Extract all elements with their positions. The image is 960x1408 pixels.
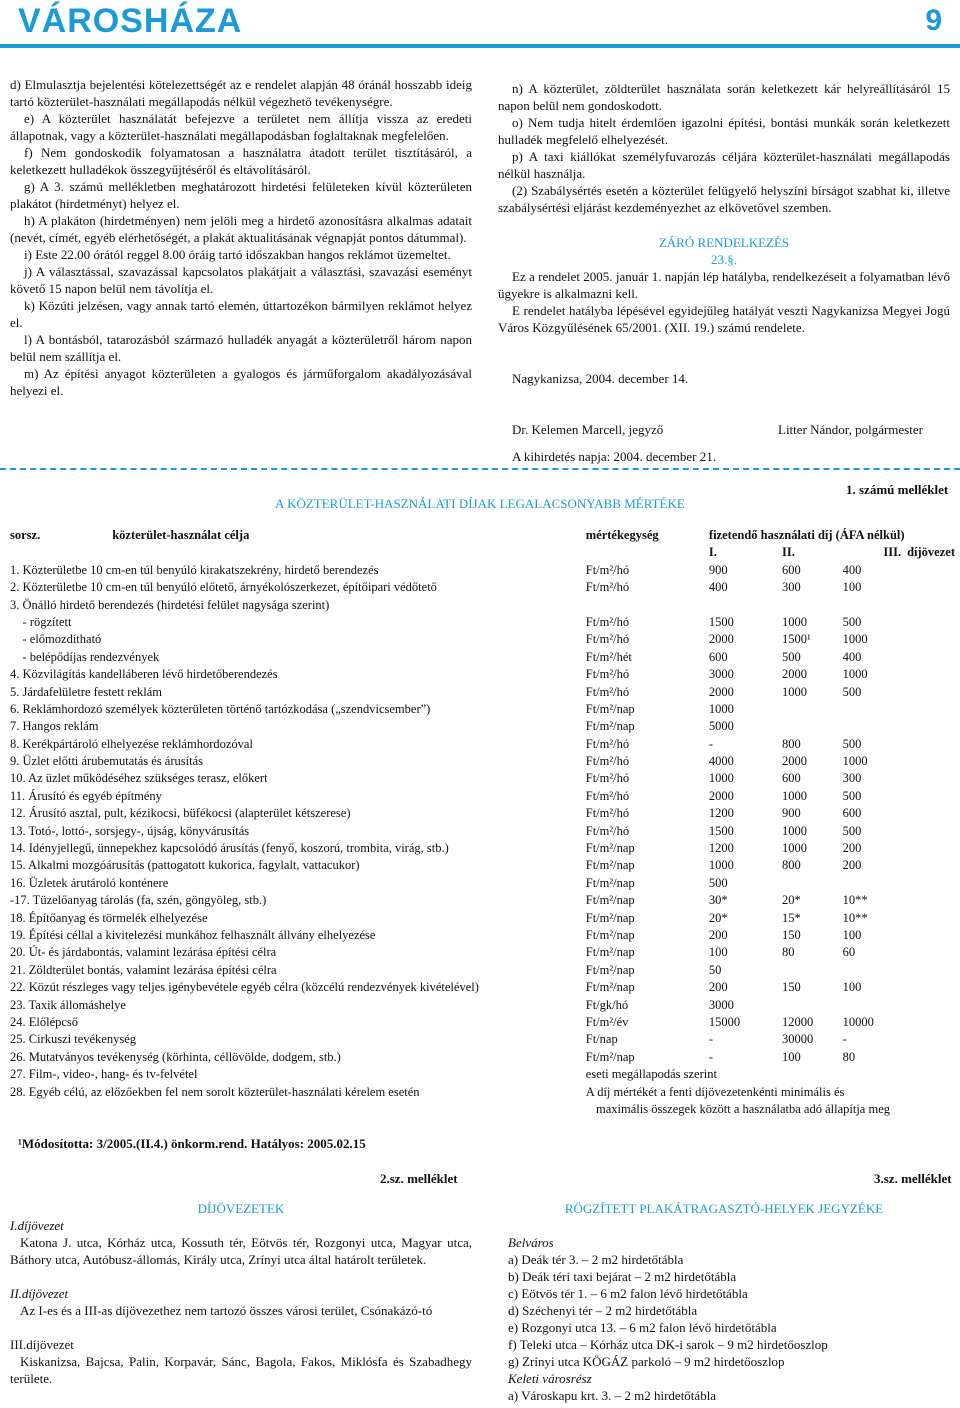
- paragraph: i) Este 22.00 órától reggel 8.00 óráig tartó időszakban hangos reklámot üzemeltet.: [24, 247, 451, 262]
- paragraph: (2) Szabálysértés esetén a közterület felügyelő helyszíni bírságot szabhat ki, illetve szabálysértési eljárást kezdeményezhet az elkövetővel szemben.: [498, 183, 950, 215]
- annex2-label: 2.sz. melléklet: [380, 1171, 458, 1186]
- zone2-cell: 1000: [781, 614, 807, 629]
- paragraph: d) Elmulasztja bejelentési kötelezettségét az e rendelet alapján 48 óránál hosszabb ideig tartó közterület-használati megállapodás nélkül végezhető tevékenységre.: [10, 77, 472, 109]
- zone-label: díjövezet: [907, 545, 955, 560]
- unit-cell: A díj mértékét a fenti díjövezetenkénti minimális és: [585, 1084, 845, 1099]
- zone1-cell: 50: [708, 962, 722, 977]
- zone2-cell: 800: [781, 858, 801, 873]
- unit-cell: Ft/m²/hó: [585, 684, 630, 699]
- zone1-cell: 1000: [708, 858, 734, 873]
- purpose-cell: 14. Idényjellegű, ünnepekhez kapcsolódó árusítás (fenyő, koszorú, trombita, virág, stb.): [10, 841, 449, 856]
- unit-cell: Ft/m²/nap: [585, 858, 635, 873]
- zone1-title: I.díjövezet: [10, 1218, 64, 1233]
- zone1-cell: -: [708, 736, 714, 751]
- purpose-cell: 25. Cirkuszi tevékenység: [10, 1032, 137, 1047]
- table-row: [10, 911, 955, 928]
- zone2-cell: [782, 998, 843, 1015]
- signatures: [498, 421, 950, 438]
- zone3-cell: 1000: [842, 667, 868, 682]
- table-row: [10, 598, 955, 615]
- zone1-cell: 1000: [708, 701, 734, 716]
- list-item: a) Deák tér 3. – 2 m2 hirdetőtábla: [508, 1252, 684, 1267]
- zone2-cell: 15*: [781, 910, 801, 925]
- table-row: [10, 928, 955, 945]
- list-item: e) Rozgonyi utca 13. – 6 m2 falon lévő hirdetőtábla: [508, 1320, 777, 1335]
- annex3-group2: Keleti városrész: [508, 1371, 592, 1386]
- unit-cell: Ft/m²/nap: [585, 875, 635, 890]
- unit-cell: eseti megállapodás szerint: [585, 1067, 717, 1082]
- annex2-title: DÍJÖVEZETEK: [197, 1201, 285, 1216]
- purpose-cell: 2. Közterületbe 10 cm-en túl benyúló előtető, árnyékolószerkezet, építőipari védőtető: [10, 580, 437, 595]
- zone1-cell: 100: [708, 945, 728, 960]
- list-item: f) Teleki utca – Kórház utca DK-i sarok – 9 m2 hirdetőoszlop: [508, 1337, 828, 1352]
- zone2-cell: 20*: [781, 893, 801, 908]
- purpose-cell: 11. Árusító és egyéb építmény: [10, 788, 162, 803]
- zone3-cell: 400: [842, 649, 862, 664]
- zone1-cell: 400: [708, 580, 728, 595]
- zone1-cell: 15000: [708, 1014, 741, 1029]
- purpose-cell: 12. Árusító asztal, pult, kézikocsi, büfékocsi (alapterület kétszerese): [10, 806, 351, 821]
- unit-cell: Ft/nap: [585, 1032, 618, 1047]
- page-number: 9: [925, 4, 942, 37]
- zone3-cell: 100: [842, 980, 862, 995]
- zone2-text: Az I-es és a III-as díjövezethez nem tartozó összes városi terület, Csónakázó-tó: [20, 1303, 433, 1318]
- zone2-cell: [782, 963, 843, 980]
- announcement-date: A kihirdetés napja: 2004. december 21.: [512, 449, 716, 464]
- zone1-cell: 20*: [708, 910, 728, 925]
- purpose-cell: 5. Járdafelületre festett reklám: [10, 684, 163, 699]
- table-row: [10, 685, 955, 702]
- zone1-cell: 500: [708, 875, 728, 890]
- table-row: [10, 632, 955, 649]
- table-row: [10, 945, 955, 962]
- zone1-cell: 200: [708, 980, 728, 995]
- paragraph: f) Nem gondoskodik folyamatosan a használatra átadott terület tisztításáról, a keletkezett hulladékok összegyűjtéséről és eltávolításáról.: [10, 145, 472, 177]
- table-row: [10, 963, 955, 980]
- unit-cell: Ft/m²/hó: [585, 754, 630, 769]
- zone2-cell: 2000: [781, 754, 807, 769]
- table-row: [10, 563, 955, 580]
- zone3-cell: 500: [842, 614, 862, 629]
- zone1-cell: 30*: [708, 893, 728, 908]
- list-item: g) Zrínyi utca KÖGÁZ parkoló – 9 m2 hirdetőoszlop: [508, 1354, 785, 1369]
- zone1-cell: 5000: [708, 719, 734, 734]
- zone2-cell: [782, 876, 843, 893]
- zone2-cell: [782, 702, 843, 719]
- zone2-cell: 500: [781, 649, 801, 664]
- zone1-cell: 2000: [708, 788, 734, 803]
- zone3-cell: 600: [842, 806, 862, 821]
- paragraph: g) A 3. számú mellékletben meghatározott hirdetési felületeken kívül közterületen plakátot (hirdetményt) helyez el.: [10, 179, 472, 211]
- header-cell: sorsz. közterület-használat célja: [10, 528, 250, 542]
- zone1-cell: 200: [708, 927, 728, 942]
- closing-title: ZÁRÓ RENDELKEZÉS: [658, 235, 790, 250]
- table-row: [10, 893, 955, 910]
- unit-cell: Ft/m²/nap: [585, 719, 635, 734]
- purpose-cell: 24. Előlépcső: [10, 1014, 79, 1029]
- purpose-cell: 26. Mutatványos tevékenység (körhinta, céllövölde, dodgem, stb.): [10, 1049, 341, 1064]
- table-row: [10, 980, 955, 997]
- zone1-cell: 2000: [708, 632, 734, 647]
- purpose-cell: 20. Út- és járdabontás, valamint lezárása építési célra: [10, 945, 277, 960]
- purpose-cell: 27. Film-, video-, hang- és tv-felvétel: [10, 1067, 198, 1082]
- unit-cell: Ft/m²/hét: [585, 649, 632, 664]
- zone3-cell: 100: [842, 927, 862, 942]
- zone1-cell: 600: [708, 649, 728, 664]
- zone2-cell: 30000: [781, 1032, 814, 1047]
- paragraph: k) Közúti jelzésen, vagy annak tartó elemén, úttartozékon bármilyen reklámot helyez el.: [10, 298, 472, 330]
- paragraph: l) A bontásból, tatarozásból származó hulladék anyagát a közterületről három napon belül nem szállítja el.: [10, 332, 472, 364]
- unit-cell: Ft/m²/nap: [585, 962, 635, 977]
- section-title: VÁROSHÁZA: [18, 2, 243, 40]
- purpose-cell: 7. Hangos reklám: [10, 719, 99, 734]
- header-cell: fizetendő használati díj (ÁFA nélkül): [708, 528, 905, 542]
- signature-left: Dr. Kelemen Marcell, jegyző: [512, 422, 664, 437]
- list-item: c) Eötvös tér 1. – 6 m2 falon lévő hirdetőtábla: [508, 1286, 748, 1301]
- zone2-cell: 1000: [781, 684, 807, 699]
- zone3-cell: 300: [842, 771, 862, 786]
- section-divider: [0, 468, 960, 470]
- zone2-cell: 1000: [781, 788, 807, 803]
- paragraph: h) A plakáton (hirdetményen) nem jelöli meg a hirdető azonosításra alkalmas adatait (nevét, címét, egyéb elérhetőségét, a plakát aktualitásának végnapját pontos dátummal).: [10, 213, 472, 245]
- zone2-cell: 2000: [781, 667, 807, 682]
- zone3-cell: 1000: [842, 632, 868, 647]
- purpose-cell: 23. Taxik állomáshelye: [10, 997, 126, 1012]
- purpose-cell: 21. Zöldterület bontás, valamint lezárása építési célra: [10, 962, 277, 977]
- zone3-cell: -: [842, 1032, 847, 1047]
- zone3-cell: 10**: [842, 910, 868, 925]
- unit-cell: Ft/m²/nap: [585, 945, 635, 960]
- purpose-cell: 19. Építési céllal a kivitelezési munkához felhasznált állvány elhelyezése: [10, 927, 376, 942]
- paragraph: E rendelet hatályba lépésével egyidejűleg hatályát veszti Nagykanizsa Megyei Jogú Város Közgyűlésének 65/2001. (XII. 19.) számú rendelete.: [498, 303, 950, 335]
- annex3-title: RÖGZÍTETT PLAKÁTRAGASZTÓ-HELYEK JEGYZÉKE: [564, 1201, 884, 1216]
- purpose-cell: 13. Totó-, lottó-, sorsjegy-, újság, könyvárusítás: [10, 823, 250, 838]
- purpose-cell: -17. Tüzelőanyag tárolás (fa, szén, göngyöleg, stb.): [10, 893, 267, 908]
- zone2-cell: [782, 719, 843, 736]
- zone1-cell: 1500: [708, 614, 734, 629]
- zone2-cell: [782, 598, 843, 615]
- unit-cell: Ft/m²/hó: [585, 562, 630, 577]
- list-item: b) Deák téri taxi bejárat – 2 m2 hirdetőtábla: [508, 1269, 737, 1284]
- zone2-cell: 800: [781, 736, 801, 751]
- table-row: [10, 806, 955, 823]
- unit-cell: Ft/m²/hó: [585, 736, 630, 751]
- table-row: [10, 824, 955, 841]
- zone3-title: III.díjövezet: [10, 1337, 74, 1352]
- table-row: [10, 1050, 955, 1067]
- unit-cell: [586, 598, 709, 615]
- table-row: [10, 771, 955, 788]
- list-item: d) Széchenyi tér – 2 m2 hirdetőtábla: [508, 1303, 698, 1318]
- page-header: [0, 0, 960, 48]
- table-row: [10, 876, 955, 893]
- zone3-cell: [843, 963, 908, 980]
- zone-iii: III.: [883, 545, 902, 560]
- unit-cell: Ft/m²/nap: [585, 893, 635, 908]
- unit-cell: Ft/m²/hó: [585, 614, 630, 629]
- zone3-cell: 500: [842, 684, 862, 699]
- zone1-cell: 900: [708, 562, 728, 577]
- zone1-cell: 1000: [708, 771, 734, 786]
- paragraph: o) Nem tudja hitelt érdemlően igazolni építési, bontási munkák során keletkezett hulladék megfelelő elhelyezését.: [498, 115, 950, 147]
- table-row: [10, 719, 955, 736]
- zone1-cell: 2000: [708, 684, 734, 699]
- purpose-cell: - belépődíjas rendezvények: [10, 649, 160, 664]
- zone2-cell: 150: [781, 927, 801, 942]
- zone2-title: II.díjövezet: [10, 1286, 69, 1301]
- zone-ii: II.: [781, 545, 795, 560]
- zone3-text: Kiskanizsa, Bajcsa, Palin, Korpavár, Sánc, Bagola, Fakos, Miklósfa és Szabadhegy területe.: [10, 1354, 472, 1386]
- annex2: [10, 1200, 472, 1387]
- unit-cell: Ft/m²/hó: [585, 771, 630, 786]
- zone2-cell: 900: [781, 806, 801, 821]
- zone1-cell: 1500: [708, 823, 734, 838]
- zone2-cell: 600: [781, 562, 801, 577]
- unit-cell: Ft/m²/nap: [585, 980, 635, 995]
- zone1-cell: -: [708, 1049, 714, 1064]
- table-row: [10, 615, 955, 632]
- table-last-line: maximális összegek között a használatba adó állapítja meg: [596, 1101, 890, 1116]
- paragraph: j) A választással, szavazással kapcsolatos plakátjait a választási, szavazási eseményt követő 15 napon belül nem távolítja el.: [10, 264, 472, 296]
- right-column: [498, 80, 950, 465]
- purpose-cell: 28. Egyéb célú, az előzőekben fel nem sorolt közterület-használati kérelem esetén: [10, 1084, 420, 1099]
- table-row: [10, 1015, 955, 1032]
- zone3-cell: 60: [842, 945, 856, 960]
- table-row: [10, 1085, 955, 1102]
- zone3-cell: 500: [842, 736, 862, 751]
- unit-cell: Ft/gk/hó: [585, 997, 629, 1012]
- zone1-text: Katona J. utca, Kórház utca, Kossuth tér, Eötvös tér, Rozgonyi utca, Magyar utca, Báthory utca, Autóbusz-állomás, Király utca, Zrínyi utca által határolt területek.: [10, 1235, 472, 1267]
- unit-cell: Ft/m²/nap: [585, 910, 635, 925]
- annex1-title: A KÖZTERÜLET-HASZNÁLATI DÍJAK LEGALACSONYABB MÉRTÉKE: [275, 496, 685, 511]
- zone2-cell: 600: [781, 771, 801, 786]
- zone1-cell: 1200: [708, 841, 734, 856]
- unit-cell: Ft/m²/hó: [585, 788, 630, 803]
- table-row: [10, 1032, 955, 1049]
- zone3-cell: 500: [842, 788, 862, 803]
- table-row: [10, 841, 955, 858]
- purpose-cell: 6. Reklámhordozó személyek közterületen történő tartózkodása („szendvicsember”): [10, 701, 431, 716]
- zone1-cell: 1200: [708, 806, 734, 821]
- unit-cell: Ft/m²/hó: [585, 632, 630, 647]
- purpose-cell: 8. Kerékpártároló elhelyezése reklámhordozóval: [10, 736, 253, 751]
- annex3: [498, 1200, 950, 1404]
- zone3-cell: [843, 876, 908, 893]
- zone3-cell: [843, 702, 908, 719]
- paragraph: p) A taxi kiállókat személyfuvarozás céljára közterület-használati megállapodás nélkül használja.: [498, 149, 950, 181]
- table-row: [10, 702, 955, 719]
- unit-cell: Ft/m²/nap: [585, 927, 635, 942]
- table-row: [10, 754, 955, 771]
- paragraph: e) A közterület használatát befejezve a területet nem állítja vissza az eredeti állapotnak, vagy a közterület-használati megállapodásban foglaltaknak megfelelően.: [10, 111, 472, 143]
- purpose-cell: 4. Közvilágítás kandelláberen lévő hirdetőberendezés: [10, 667, 278, 682]
- annex3-label: 3.sz. melléklet: [874, 1171, 952, 1186]
- zone3-cell: 10000: [842, 1014, 874, 1029]
- paragraph: m) Az építési anyagot közterületen a gyalogos és járműforgalom akadályozásával helyezi el.: [10, 366, 472, 398]
- zone3-cell: [843, 598, 908, 615]
- purpose-cell: 9. Üzlet előtti árubemutatás és árusítás: [10, 754, 203, 769]
- unit-cell: Ft/m²/hó: [585, 580, 630, 595]
- purpose-cell: 22. Közút részleges vagy teljes igénybevétele egyéb célra (közcélú rendezvények kivételével): [10, 980, 479, 995]
- purpose-cell: 1. Közterületbe 10 cm-en túl benyúló kirakatszekrény, hirdető berendezés: [10, 562, 379, 577]
- table-header: [10, 528, 955, 545]
- zone2-cell: 150: [781, 980, 801, 995]
- table-row: [10, 650, 955, 667]
- purpose-cell: - előmozdítható: [10, 632, 102, 647]
- zone2-cell: 12000: [781, 1014, 814, 1029]
- unit-cell: Ft/m²/nap: [585, 1049, 635, 1064]
- zone3-cell: 200: [842, 841, 862, 856]
- zone3-cell: [843, 719, 908, 736]
- table-row: [10, 858, 955, 875]
- unit-cell: Ft/m²/hó: [585, 823, 630, 838]
- footnote: ¹Módosította: 3/2005.(II.4.) önkorm.rend. Hatályos: 2005.02.15: [18, 1136, 366, 1151]
- table-subheader: [10, 545, 955, 562]
- table-row: [10, 998, 955, 1015]
- fee-table: [10, 528, 955, 1119]
- unit-cell: Ft/m²/nap: [585, 841, 635, 856]
- zone-i: I.: [708, 545, 717, 560]
- zone2-cell: 100: [781, 1049, 801, 1064]
- list-item: a) Városkapu krt. 3. – 2 m2 hirdetőtábla: [508, 1388, 717, 1403]
- purpose-cell: 16. Üzletek árutároló konténere: [10, 875, 169, 890]
- zone1-cell: [709, 598, 782, 615]
- table-row: [10, 789, 955, 806]
- zone2-cell: 80: [781, 945, 795, 960]
- zone1-cell: 3000: [708, 667, 734, 682]
- left-column: [10, 76, 472, 399]
- zone2-cell: 300: [781, 580, 801, 595]
- closing-section: 23.§.: [711, 252, 737, 267]
- zone3-cell: 10**: [842, 893, 868, 908]
- zone3-cell: 1000: [842, 754, 868, 769]
- place-date: Nagykanizsa, 2004. december 14.: [512, 371, 689, 386]
- zone3-cell: 100: [842, 580, 862, 595]
- zone2-cell: 1000: [781, 823, 807, 838]
- unit-cell: Ft/m²/hó: [585, 667, 630, 682]
- zone2-cell: 1500¹: [781, 632, 811, 647]
- purpose-cell: 18. Építőanyag és törmelék elhelyezése: [10, 910, 208, 925]
- annex1-label: 1. számú melléklet: [846, 482, 949, 497]
- annex3-group1: Belváros: [508, 1235, 554, 1250]
- zone3-cell: 80: [842, 1049, 856, 1064]
- table-row: [10, 580, 955, 597]
- signature-right: Litter Nándor, polgármester: [778, 422, 923, 437]
- zone3-cell: [843, 998, 908, 1015]
- table-row: [10, 737, 955, 754]
- zone1-cell: -: [708, 1032, 714, 1047]
- header-cell: mértékegység: [585, 528, 659, 542]
- table-row: [10, 667, 955, 684]
- purpose-cell: 10. Az üzlet működéséhez szükséges terasz, előkert: [10, 771, 268, 786]
- paragraph: n) A közterület, zöldterület használata során keletkezett kár helyreállításáról 15 napon belül nem gondoskodott.: [498, 81, 950, 113]
- zone1-cell: 3000: [708, 997, 734, 1012]
- purpose-cell: 15. Alkalmi mozgóárusítás (pattogatott kukorica, fagylalt, vattacukor): [10, 858, 360, 873]
- unit-cell: Ft/m²/év: [585, 1014, 629, 1029]
- zone3-cell: 500: [842, 823, 862, 838]
- paragraph: Ez a rendelet 2005. január 1. napján lép hatályba, rendelkezéseit a folyamatban lévő ügyekre is alkalmazni kell.: [498, 269, 950, 301]
- zone3-cell: 400: [842, 562, 862, 577]
- purpose-cell: - rögzített: [10, 614, 72, 629]
- zone2-cell: 1000: [781, 841, 807, 856]
- purpose-cell: 3. Önálló hirdető berendezés (hirdetési felület nagysága szerint): [10, 597, 330, 612]
- unit-cell: Ft/m²/hó: [585, 806, 630, 821]
- zone3-cell: 200: [842, 858, 862, 873]
- zone1-cell: 4000: [708, 754, 734, 769]
- unit-cell: Ft/m²/nap: [585, 701, 635, 716]
- table-row: [10, 1067, 955, 1084]
